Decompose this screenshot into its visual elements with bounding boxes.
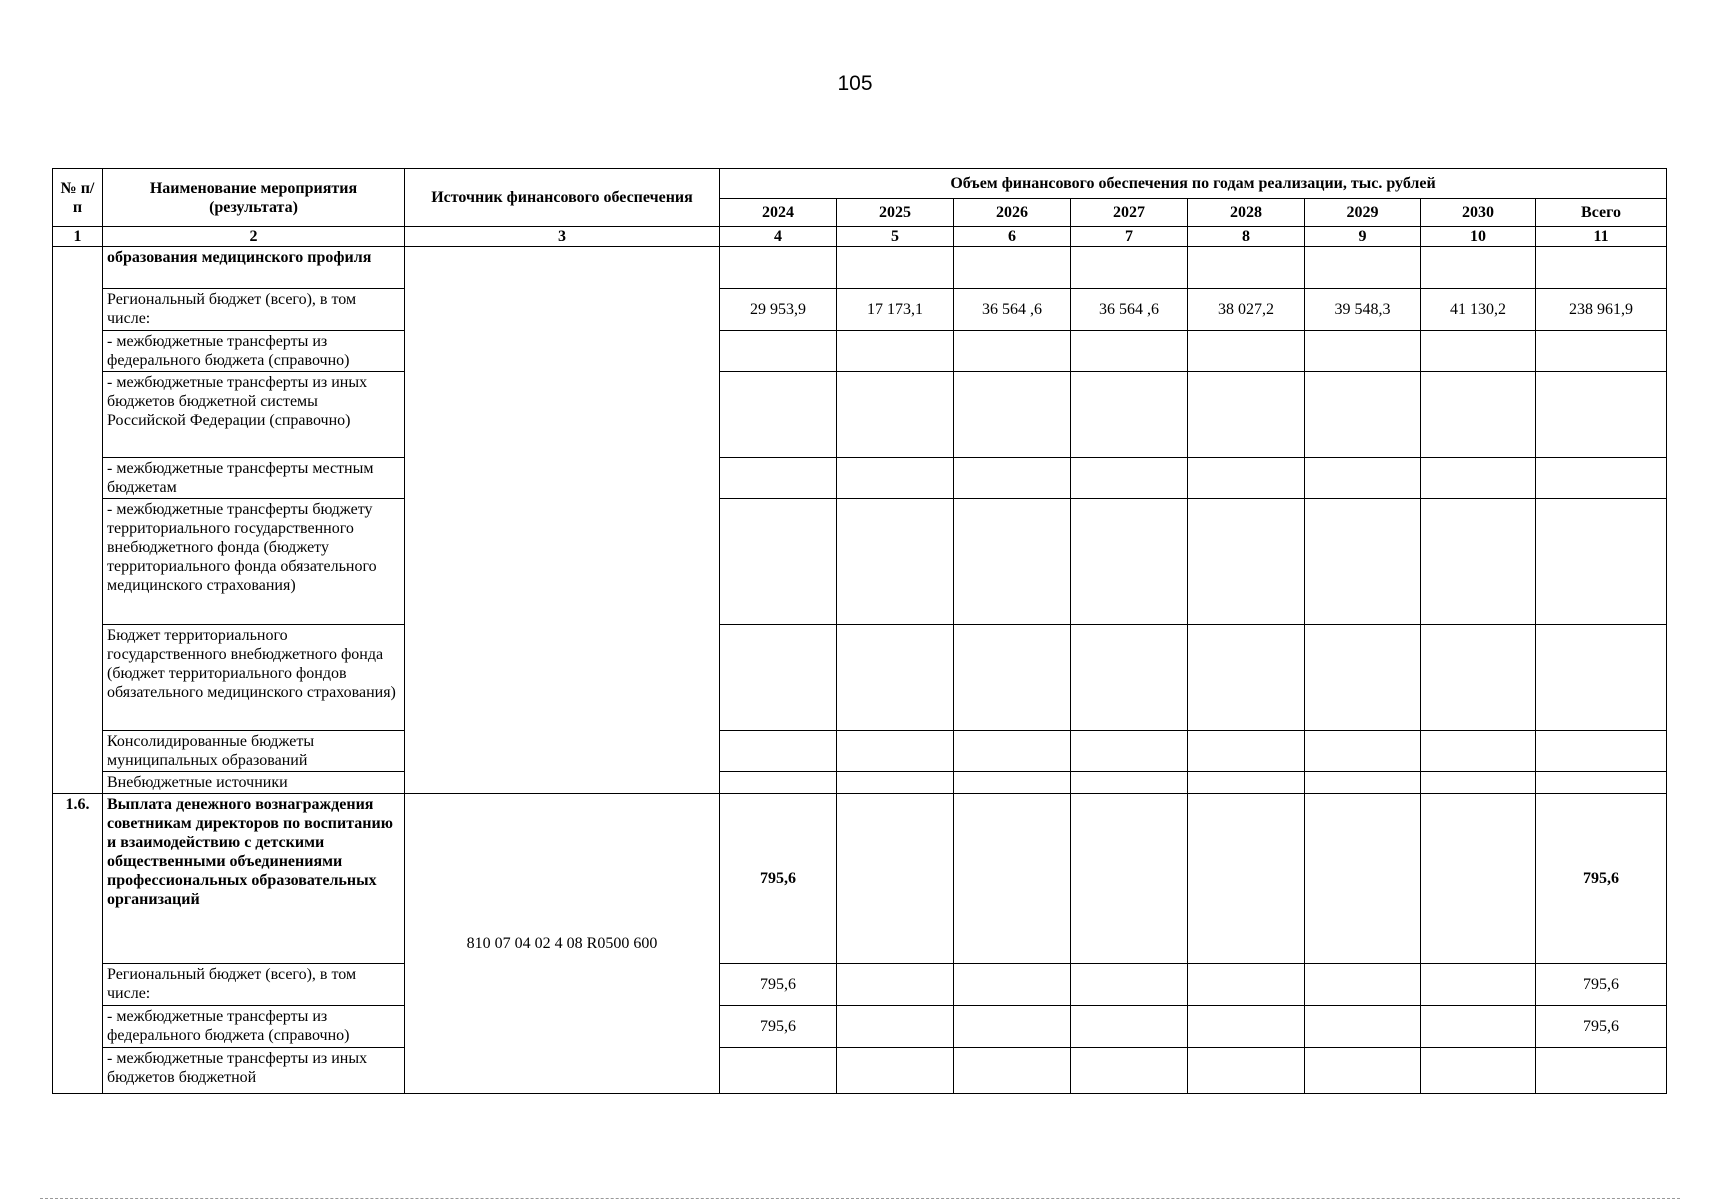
row-name: образования медицинского профиля	[103, 247, 405, 289]
year-value	[1421, 247, 1536, 289]
column-number: 10	[1421, 227, 1536, 247]
header-year: 2030	[1421, 199, 1536, 227]
year-value	[837, 1006, 954, 1048]
year-value: 36 564 ,6	[954, 289, 1071, 331]
table-row	[53, 731, 1667, 772]
year-value	[1421, 772, 1536, 794]
total-value: 795,6	[1536, 794, 1667, 964]
year-value	[954, 458, 1071, 499]
column-number: 11	[1536, 227, 1667, 247]
table-row	[53, 1006, 1667, 1048]
year-value	[1188, 794, 1305, 964]
row-name: - межбюджетные трансферты из федерального бюджета (справочно)	[103, 1006, 405, 1048]
year-value: 17 173,1	[837, 289, 954, 331]
year-value	[1305, 964, 1421, 1006]
year-value	[720, 1048, 837, 1094]
year-value	[1188, 458, 1305, 499]
column-number: 3	[405, 227, 720, 247]
year-value	[1071, 772, 1188, 794]
year-value	[1305, 1048, 1421, 1094]
year-value	[1188, 247, 1305, 289]
year-value	[954, 499, 1071, 625]
year-value	[1071, 964, 1188, 1006]
year-value	[1305, 372, 1421, 458]
header-year: 2025	[837, 199, 954, 227]
column-number: 8	[1188, 227, 1305, 247]
year-value	[1305, 625, 1421, 731]
total-value: 795,6	[1536, 964, 1667, 1006]
year-value	[837, 964, 954, 1006]
year-value	[1421, 372, 1536, 458]
year-value: 36 564 ,6	[1071, 289, 1188, 331]
page-divider	[40, 1198, 1680, 1199]
table-row	[53, 772, 1667, 794]
row-name: Внебюджетные источники	[103, 772, 405, 794]
year-value	[1071, 1006, 1188, 1048]
year-value	[720, 625, 837, 731]
table-row	[53, 458, 1667, 499]
year-value	[1421, 331, 1536, 372]
year-value	[720, 372, 837, 458]
year-value	[954, 247, 1071, 289]
year-value: 795,6	[720, 964, 837, 1006]
table-row	[53, 625, 1667, 731]
year-value	[1071, 625, 1188, 731]
year-value	[1188, 964, 1305, 1006]
year-value	[1071, 247, 1188, 289]
total-value: 795,6	[1536, 1006, 1667, 1048]
year-value	[1188, 1048, 1305, 1094]
table-row	[53, 372, 1667, 458]
table-row	[53, 964, 1667, 1006]
total-value	[1536, 1048, 1667, 1094]
total-value	[1536, 731, 1667, 772]
year-value	[1071, 331, 1188, 372]
year-value: 38 027,2	[1188, 289, 1305, 331]
year-value	[1188, 772, 1305, 794]
year-value	[1421, 458, 1536, 499]
column-number: 4	[720, 227, 837, 247]
year-value	[1421, 1048, 1536, 1094]
year-value	[1071, 731, 1188, 772]
year-value	[1305, 772, 1421, 794]
year-value	[954, 794, 1071, 964]
row-name: - межбюджетные трансферты из федерального бюджета (справочно)	[103, 331, 405, 372]
header-name: Наименование мероприятия (результата)	[103, 169, 405, 227]
total-value	[1536, 372, 1667, 458]
table-row	[53, 247, 1667, 289]
year-value	[954, 331, 1071, 372]
year-value	[1421, 731, 1536, 772]
year-value	[720, 247, 837, 289]
year-value	[837, 731, 954, 772]
total-value	[1536, 247, 1667, 289]
year-value	[837, 372, 954, 458]
column-number: 5	[837, 227, 954, 247]
year-value	[1421, 794, 1536, 964]
table-row	[53, 331, 1667, 372]
year-value	[837, 331, 954, 372]
year-value	[1188, 1006, 1305, 1048]
row-number: 1.6.	[53, 794, 103, 1094]
row-name: Консолидированные бюджеты муниципальных образований	[103, 731, 405, 772]
header-num: № п/п	[53, 169, 103, 227]
row-name: - межбюджетные трансферты бюджету территориального государственного внебюджетного фонда (бюджету территориального фонда обязательного медицинского страхования)	[103, 499, 405, 625]
year-value: 795,6	[720, 1006, 837, 1048]
year-value	[1421, 625, 1536, 731]
year-value	[1421, 1006, 1536, 1048]
row-name: - межбюджетные трансферты из иных бюджетов бюджетной	[103, 1048, 405, 1094]
year-value	[837, 772, 954, 794]
year-value: 795,6	[720, 794, 837, 964]
row-name: Бюджет территориального государственного внебюджетного фонда (бюджет территориального фондов обязательного медицинского страхования)	[103, 625, 405, 731]
year-value: 39 548,3	[1305, 289, 1421, 331]
table-row	[53, 499, 1667, 625]
year-value	[720, 499, 837, 625]
column-number: 2	[103, 227, 405, 247]
year-value	[1188, 499, 1305, 625]
year-value	[837, 794, 954, 964]
column-number: 7	[1071, 227, 1188, 247]
year-value	[954, 625, 1071, 731]
year-value	[1421, 964, 1536, 1006]
year-value	[954, 1048, 1071, 1094]
year-value: 29 953,9	[720, 289, 837, 331]
year-value	[720, 772, 837, 794]
source-code: 810 07 04 02 4 08 R0500 600	[405, 794, 720, 1094]
source-cell	[405, 247, 720, 794]
year-value	[1305, 1006, 1421, 1048]
year-value	[1071, 372, 1188, 458]
header-source: Источник финансового обеспечения	[405, 169, 720, 227]
year-value	[1305, 731, 1421, 772]
total-value	[1536, 499, 1667, 625]
year-value	[954, 772, 1071, 794]
year-value	[1305, 247, 1421, 289]
table-row	[53, 289, 1667, 331]
year-value	[1071, 794, 1188, 964]
budget-table	[52, 168, 1667, 1094]
row-name: Региональный бюджет (всего), в том числе:	[103, 964, 405, 1006]
column-number: 6	[954, 227, 1071, 247]
year-value	[837, 1048, 954, 1094]
year-value	[1071, 1048, 1188, 1094]
header-year: 2026	[954, 199, 1071, 227]
table-body	[53, 247, 1667, 1094]
year-value	[1188, 731, 1305, 772]
table-row	[53, 794, 1667, 964]
year-value	[954, 372, 1071, 458]
row-name: - межбюджетные трансферты местным бюджетам	[103, 458, 405, 499]
page-number: 105	[837, 72, 873, 95]
total-value	[1536, 458, 1667, 499]
year-value	[954, 731, 1071, 772]
year-value: 41 130,2	[1421, 289, 1536, 331]
column-number: 9	[1305, 227, 1421, 247]
year-value	[837, 458, 954, 499]
year-value	[720, 731, 837, 772]
year-value	[1421, 499, 1536, 625]
total-value: 238 961,9	[1536, 289, 1667, 331]
year-value	[1188, 372, 1305, 458]
total-value	[1536, 331, 1667, 372]
header-year: 2027	[1071, 199, 1188, 227]
year-value	[837, 625, 954, 731]
year-value	[954, 964, 1071, 1006]
year-value	[1188, 331, 1305, 372]
header-volume: Объем финансового обеспечения по годам реализации, тыс. рублей	[720, 169, 1667, 199]
row-name: Региональный бюджет (всего), в том числе:	[103, 289, 405, 331]
year-value	[1305, 794, 1421, 964]
year-value	[1305, 458, 1421, 499]
row-number	[53, 247, 103, 794]
year-value	[837, 499, 954, 625]
column-number: 1	[53, 227, 103, 247]
year-value	[1071, 458, 1188, 499]
total-value	[1536, 625, 1667, 731]
row-name: Выплата денежного вознаграждения советникам директоров по воспитанию и взаимодействию с детскими общественными объединениями профессиональных образовательных организаций	[103, 794, 405, 964]
year-value	[1188, 625, 1305, 731]
year-value	[720, 458, 837, 499]
row-name: - межбюджетные трансферты из иных бюджетов бюджетной системы Российской Федерации (справочно)	[103, 372, 405, 458]
year-value	[837, 247, 954, 289]
year-value	[720, 331, 837, 372]
total-value	[1536, 772, 1667, 794]
table-row	[53, 1048, 1667, 1094]
header-year: 2024	[720, 199, 837, 227]
year-value	[954, 1006, 1071, 1048]
year-value	[1305, 331, 1421, 372]
year-value	[1305, 499, 1421, 625]
header-total: Всего	[1536, 199, 1667, 227]
header-year: 2029	[1305, 199, 1421, 227]
year-value	[1071, 499, 1188, 625]
header-year: 2028	[1188, 199, 1305, 227]
